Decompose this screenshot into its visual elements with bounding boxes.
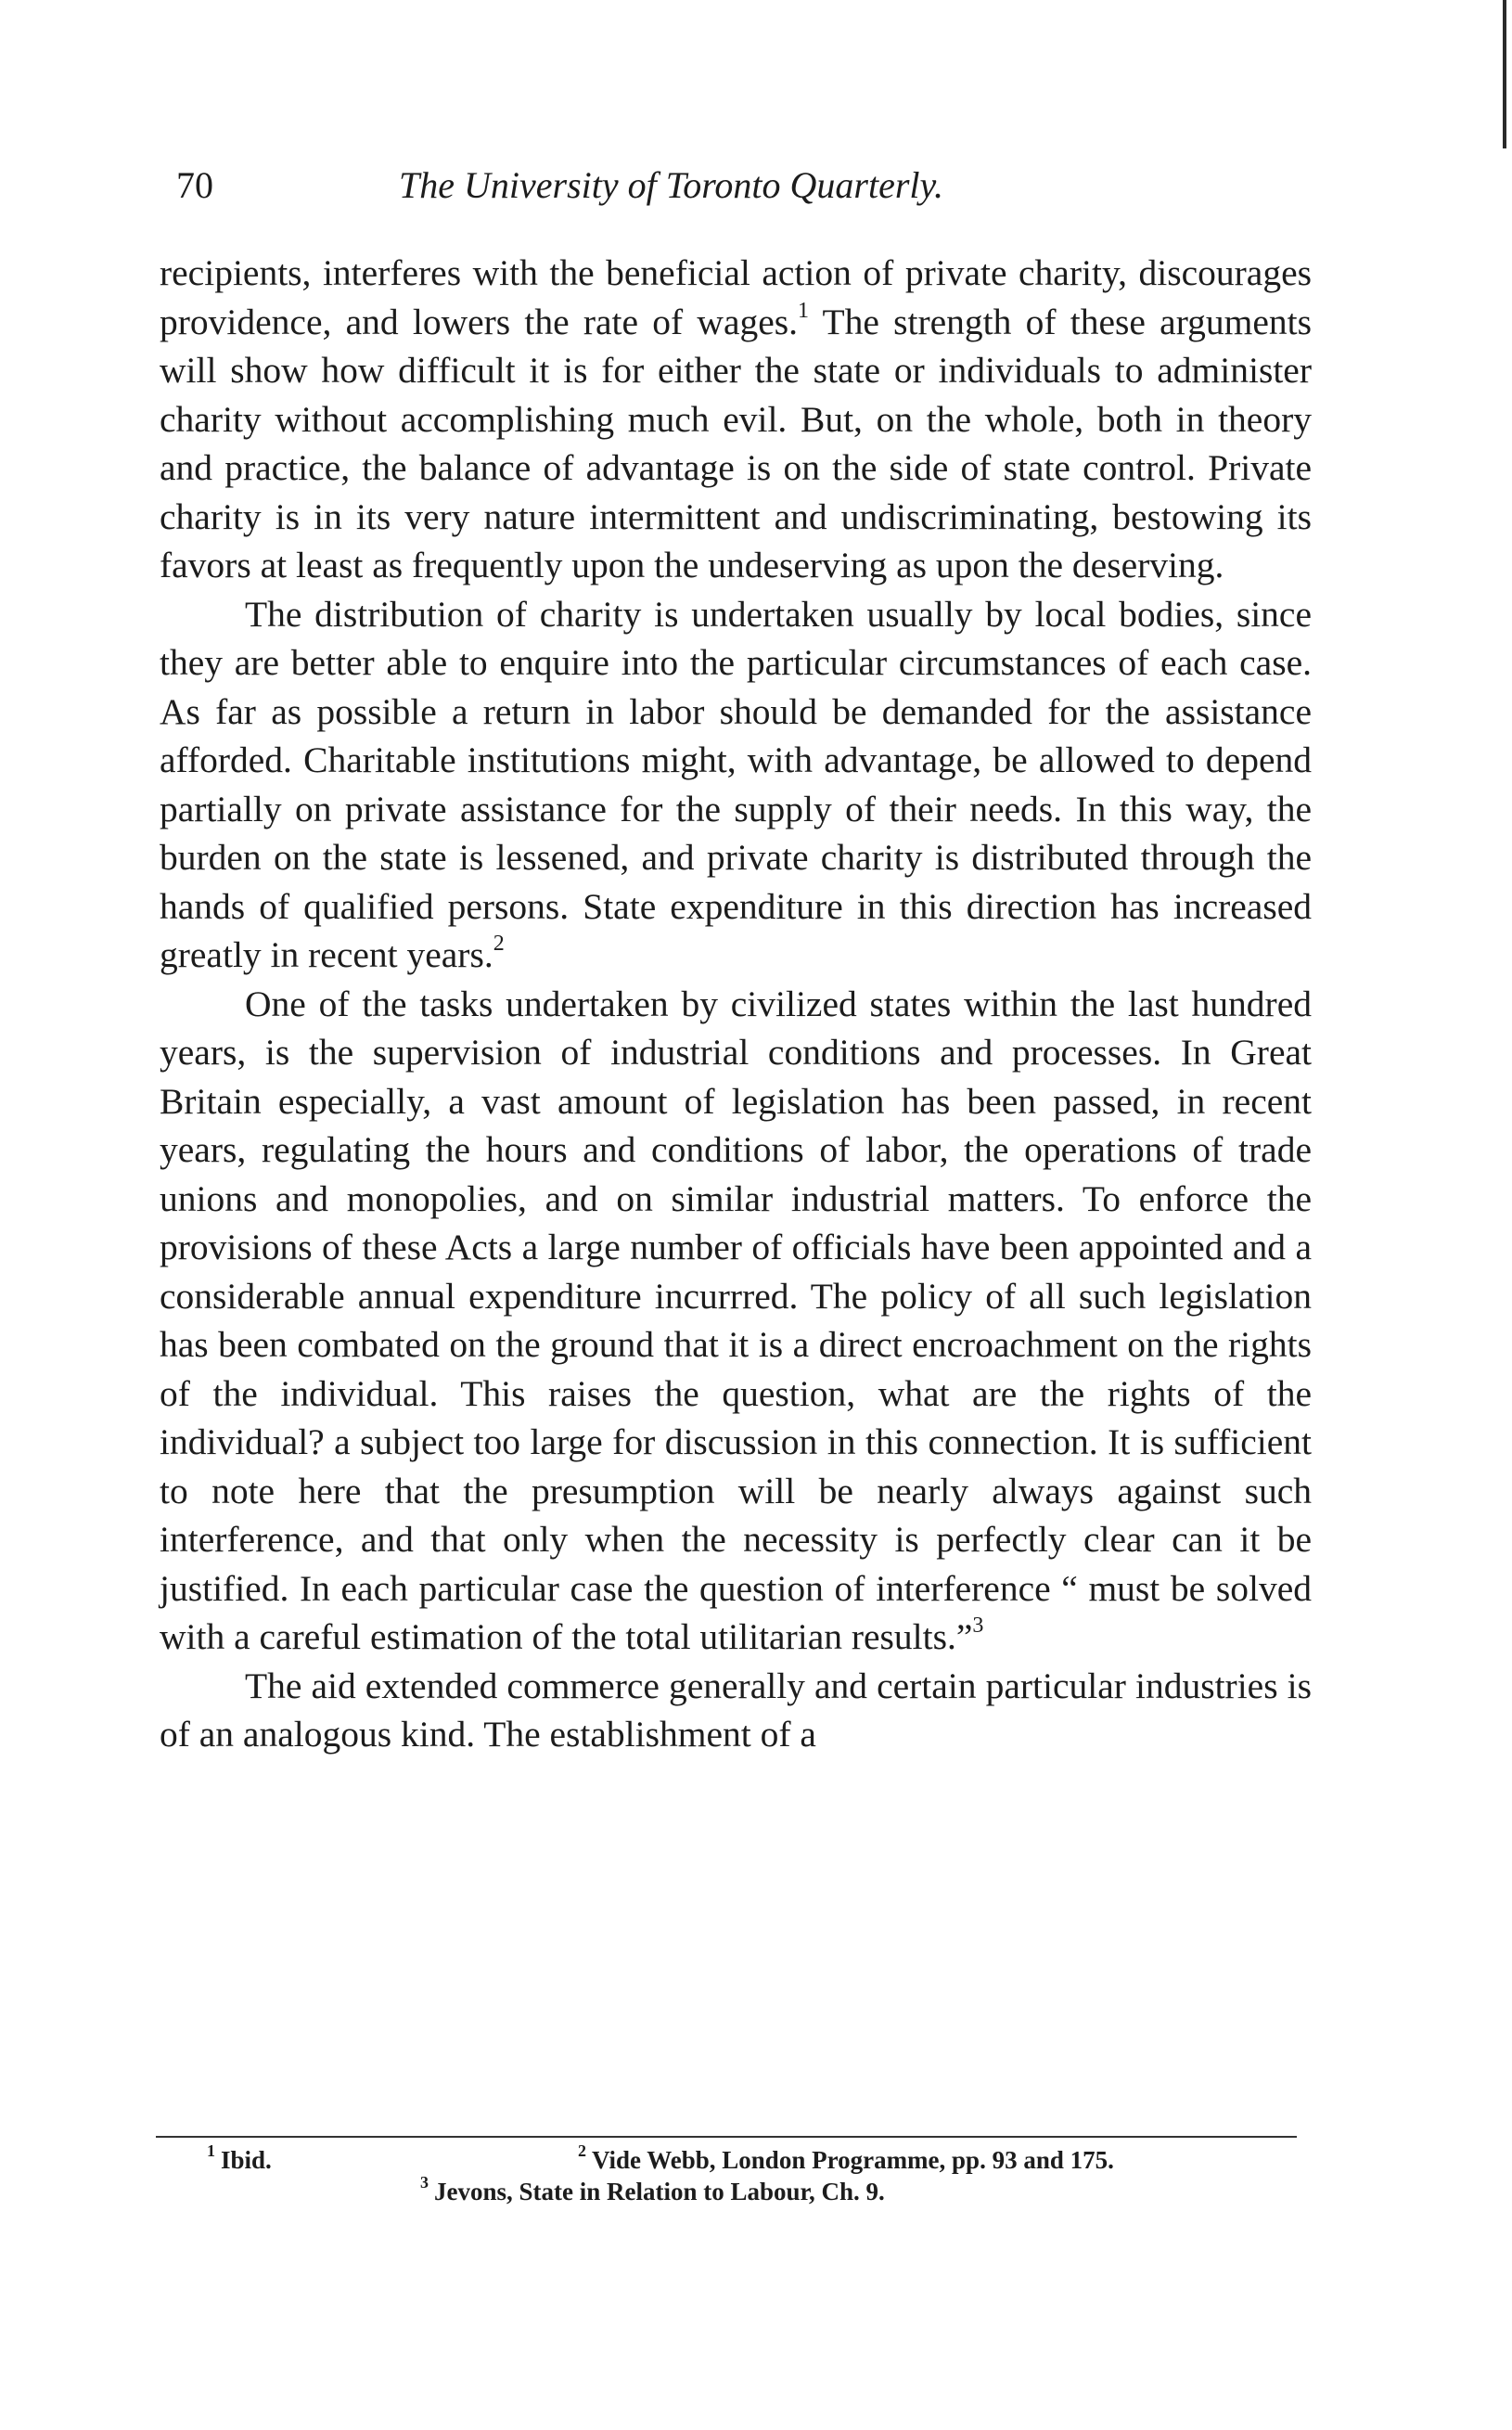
paragraph-text: One of the tasks undertaken by civilized states within the last hundred years, is the supervision of industrial conditions and processes. In Great Britain especially, a vast amount of legislation has been passed, in recent years, regulating the hours and conditions of labor, the operations of trade unions and monopolies, and on similar industrial matters. To enforce the provisions of these Acts a large number of officials have been appointed and a considerable annual expenditure incurrred. The policy of all such legislation has been combated on the ground that it is a direct encroachment on the rights of the individual. This raises the question, what are the rights of the individual? a subject too large for discussion in this connection. It is sufficient to note here that the presumption will be nearly always against such interference, and that only when the necessity is perfectly clear can it be justified. In each particular case the question of interference “ must be solved with a careful estimation of the total utilitarian results.”	[160, 983, 1312, 1657]
paragraph	[160, 980, 1312, 1662]
footnote-line-1	[156, 2141, 1315, 2177]
paragraph	[160, 590, 1312, 980]
page-edge-mark	[1503, 0, 1506, 148]
paragraph	[160, 1662, 1312, 1759]
paragraph-text: The aid extended commerce generally and certain particular industries is of an analogous kind. The establishment of a	[160, 1665, 1312, 1755]
footnote-rule	[156, 2136, 1297, 2138]
footnote-mark: 2	[578, 2141, 586, 2161]
paragraph	[160, 249, 1312, 590]
footnote-reference: 3	[972, 1614, 984, 1638]
journal-title: The University of Toronto Quarterly.	[399, 164, 944, 206]
footnote-2	[578, 2141, 1114, 2175]
footnote-text: Vide Webb, London Programme, pp. 93 and 175.	[592, 2146, 1114, 2174]
footnote-1	[207, 2141, 272, 2175]
footnote-reference: 2	[493, 932, 505, 956]
running-head	[176, 158, 1308, 213]
paragraph-text: The strength of these arguments will show how difficult it is for either the state or individuals to administer charity without accomplishing much evil. But, on the whole, both in theory and practice, the balance of advantage is on the side of state control. Private charity is in its very nature intermittent and undiscriminating, bestowing its favors at least as frequently upon the undeserving as upon the deserving.	[160, 301, 1312, 585]
footnotes	[156, 2141, 1315, 2208]
footnote-line-2	[156, 2173, 1315, 2208]
footnote-3	[420, 2173, 885, 2206]
footnote-mark: 3	[420, 2173, 429, 2192]
footnote-mark: 1	[207, 2141, 215, 2161]
footnote-reference: 1	[798, 298, 809, 323]
footnote-text: Ibid.	[221, 2146, 272, 2174]
paragraph-text: recipients, interferes with the beneficial action of private charity, discourages providence, and lowers the rate of wages.	[160, 252, 1312, 342]
body-text	[160, 249, 1312, 1759]
paragraph-text: The distribution of charity is undertaken usually by local bodies, since they are better able to enquire into the particular circumstances of each case. As far as possible a return in labor should be demanded for the assistance afforded. Charitable institutions might, with advantage, be allowed to depend partially on private assistance for the supply of their needs. In this way, the burden on the state is lessened, and private charity is distributed through the hands of qualified persons. State expenditure in this direction has increased greatly in recent years.	[160, 593, 1312, 975]
page-number: 70	[176, 164, 213, 206]
footnote-text: Jevons, State in Relation to Labour, Ch. 9.	[434, 2178, 885, 2205]
